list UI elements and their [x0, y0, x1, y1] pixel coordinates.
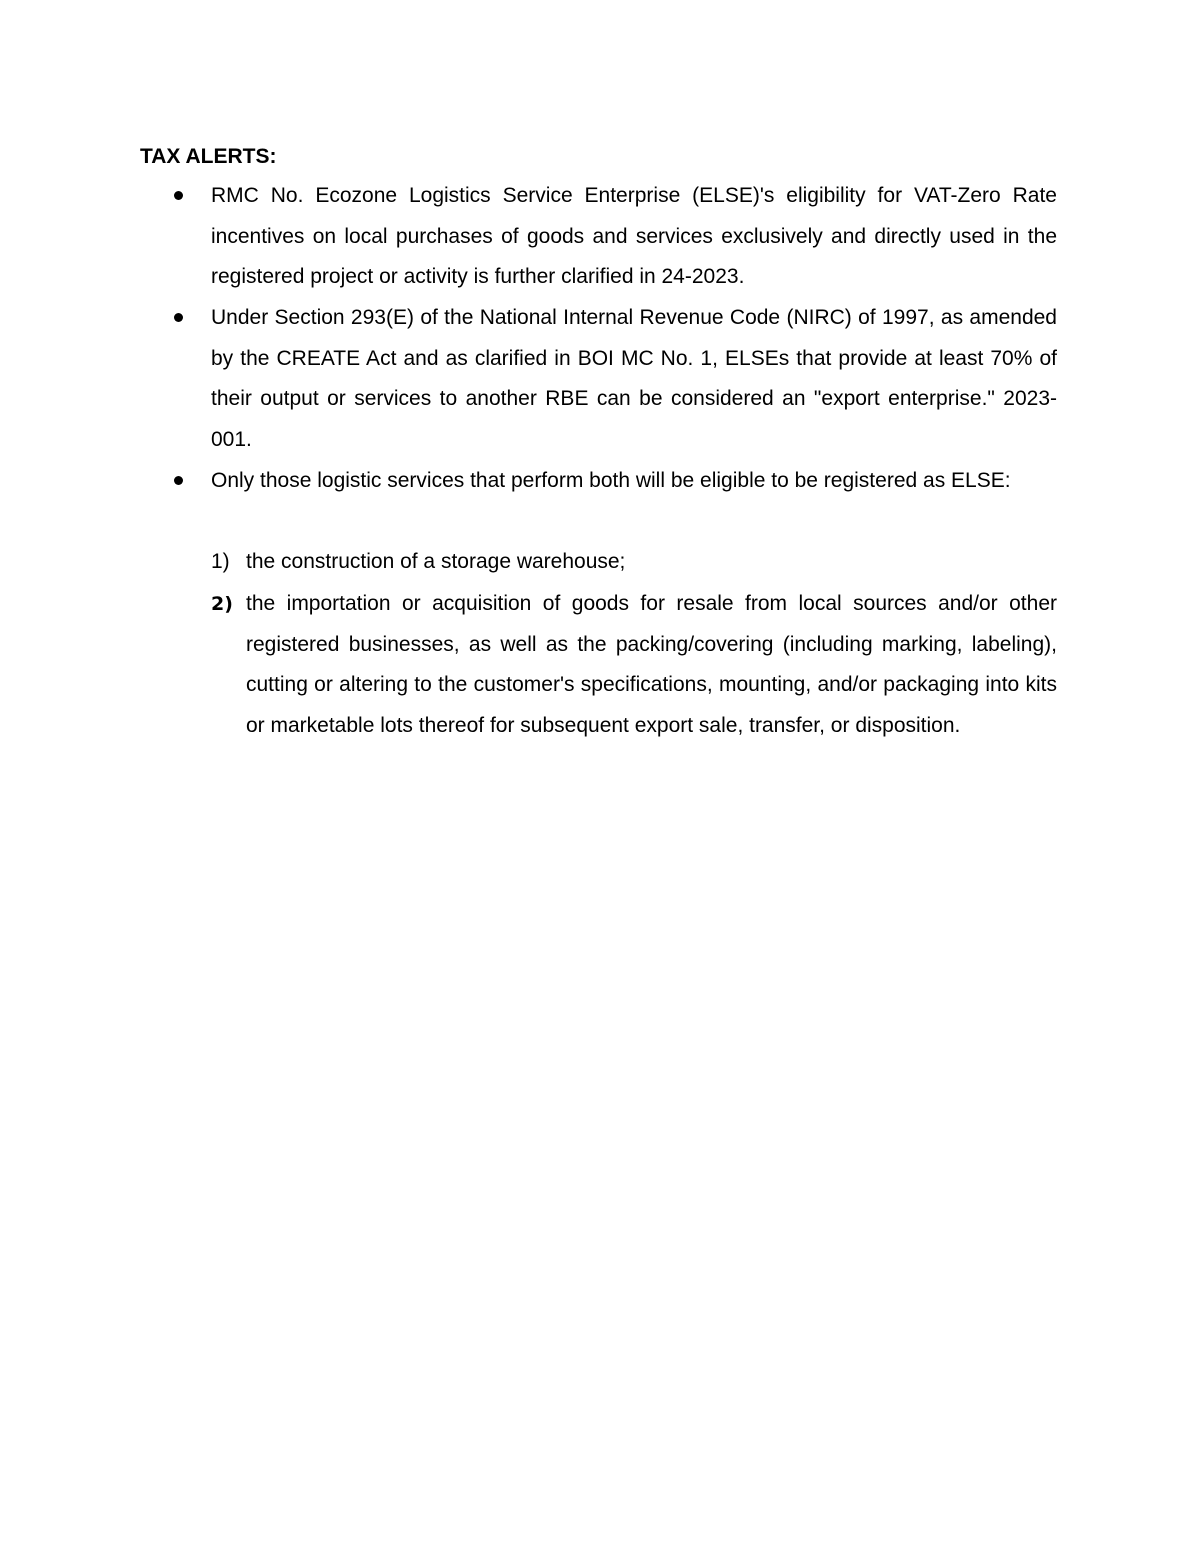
bullet-icon — [174, 313, 183, 322]
sub-item-importation — [211, 584, 1057, 747]
tax-alerts-heading: TAX ALERTS: — [140, 145, 277, 168]
sub-item-number: 2) — [211, 593, 233, 615]
bullet-icon — [174, 191, 183, 200]
sub-item-text: the construction of a storage warehouse; — [246, 550, 626, 573]
sub-item-text: the importation or acquisition of goods for resale from local sources and/or other registered businesses, as well as the packing/covering (including marking, labeling), cutting or altering to the customer's specifications, mounting, and/or packaging into kits or marketable lots thereof for subsequent export sale, transfer, or disposition. — [246, 592, 1057, 738]
bullet-icon — [174, 476, 183, 485]
alert-text: Under Section 293(E) of the National Internal Revenue Code (NIRC) of 1997, as amended by the CREATE Act and as clarified in BOI MC No. 1, ELSEs that provide at least 70% of their output or services to another RBE can be considered an "export enterprise." 2023-001. — [211, 306, 1057, 452]
alert-text: Only those logistic services that perform both will be eligible to be registered as ELSE: — [211, 469, 1011, 492]
alert-item-nirc — [211, 298, 1057, 461]
alert-text: RMC No. Ecozone Logistics Service Enterprise (ELSE)'s eligibility for VAT-Zero Rate incentives on local purchases of goods and services exclusively and directly used in the registered project or activity is further clarified in 24-2023. — [211, 184, 1057, 289]
alert-item-logistic-services — [211, 461, 1057, 502]
sub-item-storage-warehouse — [211, 542, 1057, 583]
sub-item-number: 1) — [211, 550, 230, 573]
alert-item-rmc — [211, 176, 1057, 298]
